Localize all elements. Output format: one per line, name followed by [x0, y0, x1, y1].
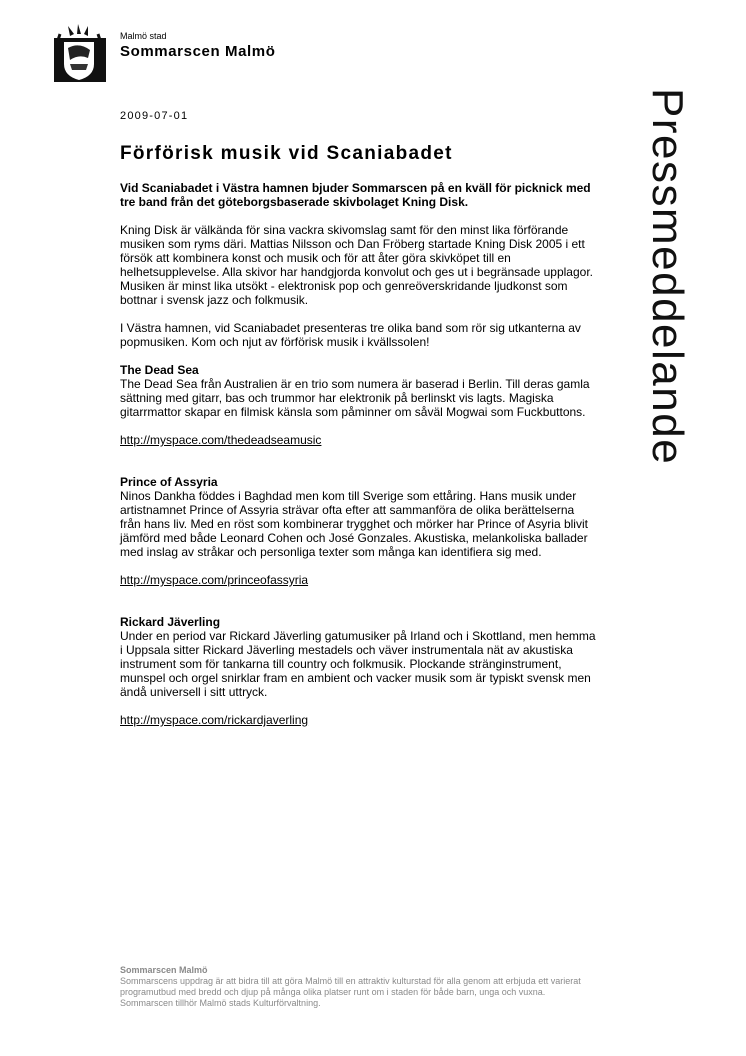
band-description: Under en period var Rickard Jäverling gatumusiker på Irland och i Skottland, men hemma i Uppsala sitter Rickard Jäverling mestadels och väver instrumentala nät av akustiska instrument som för tankarna till country och folkmusik. Plockande stränginstrument, munspel och orgel snirklar fram en ambient och vacker musik som är typiskt svensk men ändå universell i sitt uttryck. [120, 629, 596, 699]
malmo-coat-of-arms-logo [50, 24, 108, 82]
band-section [120, 363, 598, 475]
band-description: The Dead Sea från Australien är en trio som numera är baserad i Berlin. Till deras gamla sättning med gitarr, bas och trummor har elektronik på berlinskt vis lagts. Magiska gitarrmattor skapar en filmisk känsla som påminner om såväl Mogwai som Fuckbuttons. [120, 377, 590, 419]
band-link[interactable]: http://myspace.com/thedeadseamusic [120, 433, 322, 447]
footer-text: Sommarscens uppdrag är att bidra till att göra Malmö till en attraktiv kulturstad för alla genom att erbjuda ett varierat programutbud med bredd och djup på många olika platser runt om i staden för både barn, unga och vuxna. Sommarscen tillhör Malmö stads Kulturförvaltning. [120, 976, 581, 1008]
footer [120, 965, 590, 1009]
article-body [120, 181, 598, 741]
lead-paragraph: Vid Scaniabadet i Västra hamnen bjuder Sommarscen på en kväll för picknick med tre band från det göteborgsbaserade skivbolaget Kning Disk. [120, 181, 591, 209]
band-name: Rickard Jäverling [120, 615, 221, 629]
band-name: The Dead Sea [120, 363, 199, 377]
band-link[interactable]: http://myspace.com/rickardjaverling [120, 713, 309, 727]
press-release-side-label: Pressmeddelande [643, 88, 692, 466]
release-date: 2009-07-01 [120, 110, 189, 122]
organization-name: Malmö stad [120, 31, 167, 41]
band-description: Ninos Dankha föddes i Baghdad men kom till Sverige som ettåring. Hans musik under artistnamnet Prince of Assyria strävar ofta efter att sammanföra de olika berättelserna från hans liv. Med en röst som kombinerar trygghet och mörker har Prince of Asyria blivit jämförd med både Leonard Cohen och José Gonzales. Akustiska, melankoliska ballader med inslag av stråkar och personliga texter som många kan identifiera sig med. [120, 489, 588, 559]
band-name: Prince of Assyria [120, 475, 218, 489]
intro-paragraph: Kning Disk är välkända för sina vackra skivomslag samt för den minst lika förförande musiken som ryms däri. Mattias Nilsson och Dan Fröberg startade Kning Disk 2005 i ett försök att kombinera konst och musik och för att åter göra skivköpet till en helhetsupplevelse. Alla skivor har handgjorda konvolut och ges ut i begränsade upplagor. Musiken är minst lika utsökt - elektronisk pop och genreöverskridande ljudkonst som bottnar i svensk jazz och folkmusik. [120, 223, 593, 307]
band-section [120, 615, 598, 727]
page-title: Förförisk musik vid Scaniabadet [120, 143, 453, 164]
brand-name: Sommarscen Malmö [120, 43, 276, 60]
footer-title: Sommarscen Malmö [120, 965, 208, 975]
band-section [120, 475, 598, 615]
venue-paragraph: I Västra hamnen, vid Scaniabadet presenteras tre olika band som rör sig utkanterna av popmusiken. Kom och njut av förförisk musik i kvällssolen! [120, 321, 581, 349]
band-link[interactable]: http://myspace.com/princeofassyria [120, 573, 309, 587]
